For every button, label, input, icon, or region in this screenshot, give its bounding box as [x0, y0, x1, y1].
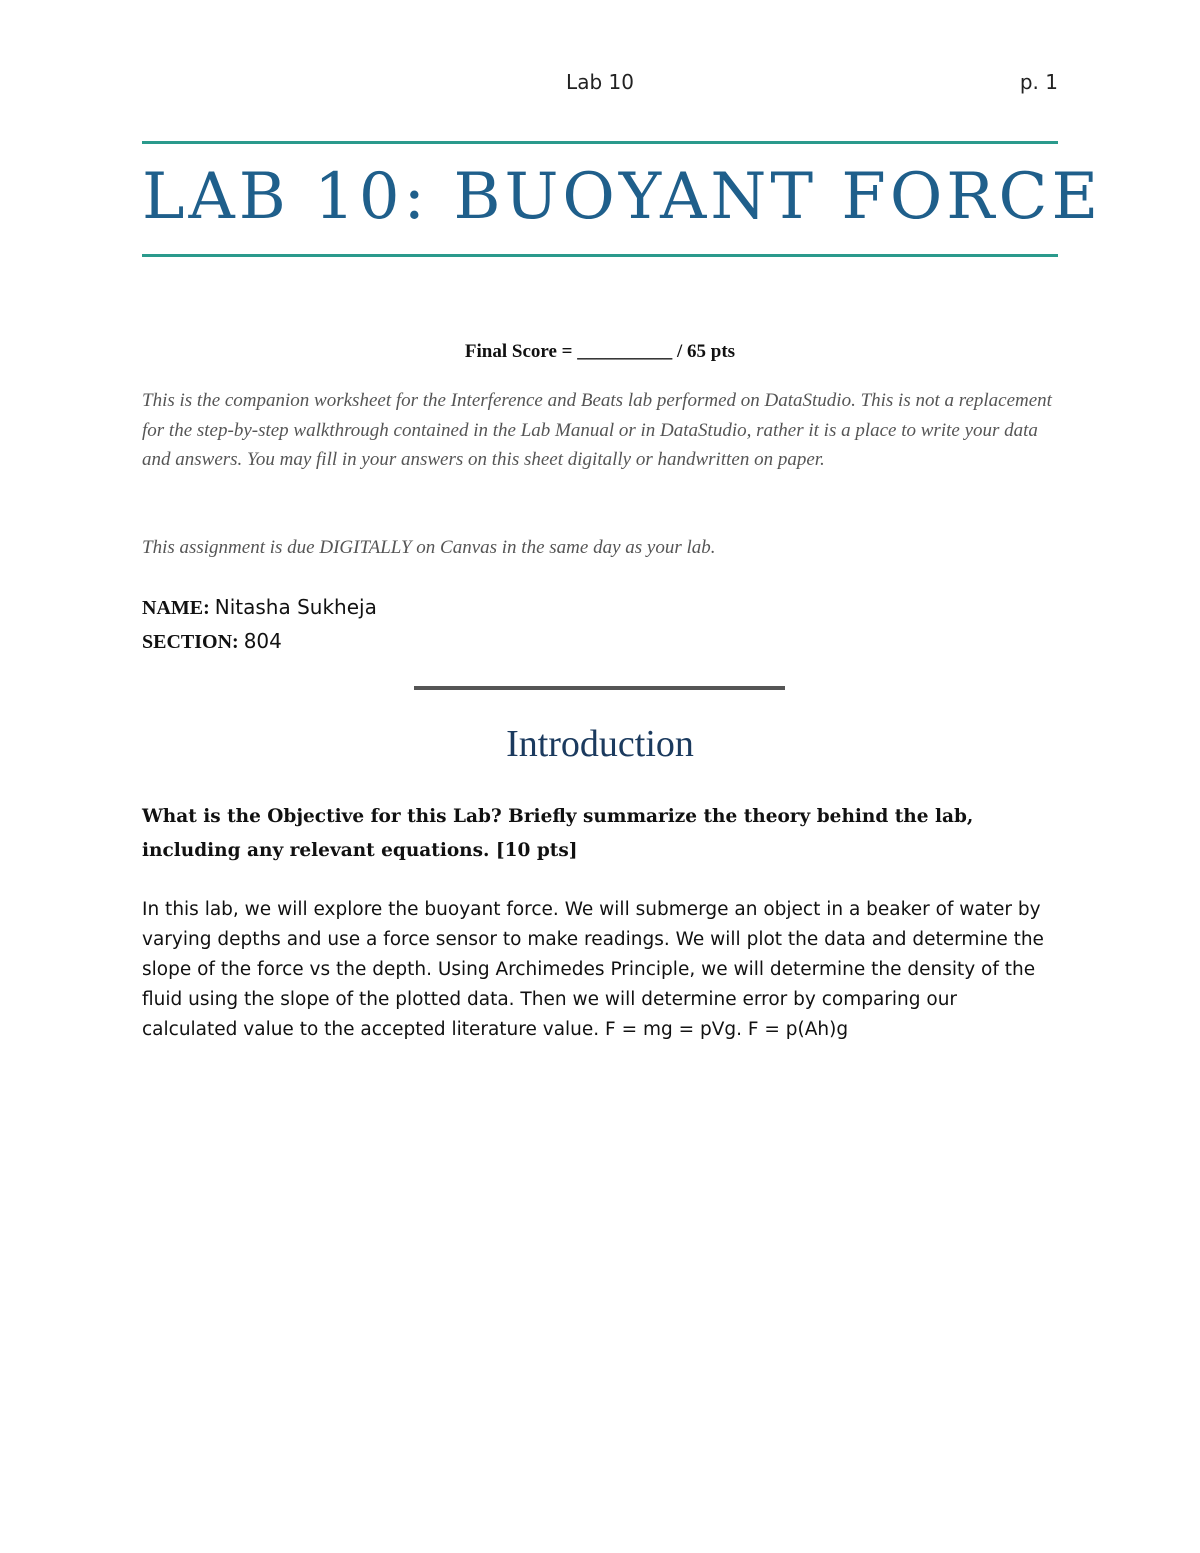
section-label: SECTION: — [142, 631, 239, 653]
section-divider — [414, 686, 785, 690]
final-score-line: Final Score = __________ / 65 pts — [464, 341, 736, 362]
instructions-paragraph: This is the companion worksheet for the Interference and Beats lab performed on DataStudio. This is not a replacement for the step-by-step walkthrough contained in the Lab Manual or in DataStudio, rather it is a place to write your data and answers. You may fill in your answers on this sheet digitally or handwritten on paper. — [142, 390, 1052, 470]
objective-question: What is the Objective for this Lab? Briefly summarize the theory behind the lab, including any relevant equations. [10 pts] — [142, 806, 974, 861]
title-top-rule — [142, 141, 1058, 144]
page-number: p. 1 — [1019, 70, 1058, 94]
document-title: LAB 10: BUOYANT FORCE — [142, 160, 1103, 234]
name-field — [142, 595, 377, 620]
introduction-heading: Introduction — [506, 723, 694, 765]
section-field — [142, 629, 282, 654]
name-label: NAME: — [142, 597, 210, 619]
objective-answer: In this lab, we will explore the buoyant force. We will submerge an object in a beaker of water by varying depths and use a force sensor to make readings. We will plot the data and determine the slope of the force vs the depth. Using Archimedes Principle, we will determine the density of the fluid using the slope of the plotted data. Then we will determine error by comparing our calculated value to the accepted literature value. F = mg = pVg. F = p(Ah)g — [142, 899, 1044, 1040]
page-header-title: Lab 10 — [566, 70, 634, 94]
title-bottom-rule — [142, 254, 1058, 257]
section-value: 804 — [243, 629, 282, 653]
due-date-note: This assignment is due DIGITALLY on Canvas in the same day as your lab. — [142, 537, 716, 558]
name-value: Nitasha Sukheja — [214, 595, 377, 619]
